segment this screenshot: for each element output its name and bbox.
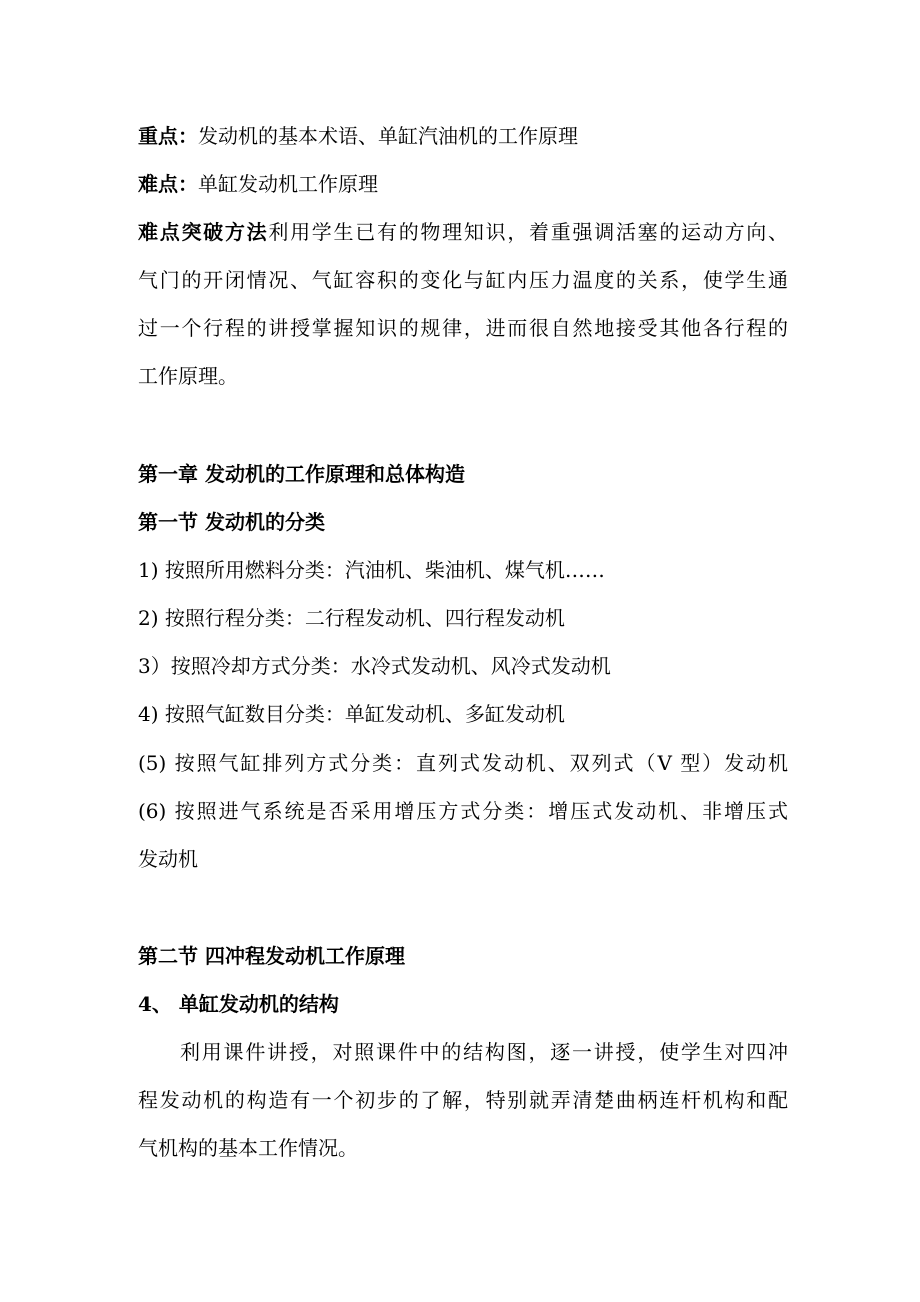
classification-item-5: (5) 按照气缸排列方式分类：直列式发动机、双列式（V 型）发动机 xyxy=(138,751,788,775)
classification-item-6-continued: 发动机 xyxy=(138,847,198,871)
key-points-text: 发动机的基本术语、单缸汽油机的工作原理 xyxy=(198,124,578,148)
difficult-points-text: 单缸发动机工作原理 xyxy=(198,172,378,196)
key-points-label: 重点： xyxy=(138,124,198,148)
classification-item-1: 1) 按照所用燃料分类：汽油机、柴油机、煤气机…… xyxy=(138,558,605,582)
structure-paragraph-line-1: 利用课件讲授，对照课件中的结构图，逐一讲授，使学生对四冲 xyxy=(180,1040,788,1064)
breakthrough-line-1 xyxy=(138,218,788,246)
breakthrough-line-4: 工作原理。 xyxy=(138,364,238,388)
classification-item-4: 4) 按照气缸数目分类：单缸发动机、多缸发动机 xyxy=(138,702,565,726)
section-2-subheading: 4、 单缸发动机的结构 xyxy=(138,992,339,1016)
classification-item-6: (6) 按照进气系统是否采用增压方式分类：增压式发动机、非增压式 xyxy=(138,799,788,823)
difficult-points-line xyxy=(138,170,788,198)
breakthrough-text-1: 利用学生已有的物理知识，着重强调活塞的运动方向、 xyxy=(268,220,789,244)
key-points-line xyxy=(138,122,788,150)
chapter-1-title: 第一章 发动机的工作原理和总体构造 xyxy=(138,462,465,486)
difficult-points-label: 难点： xyxy=(138,172,198,196)
breakthrough-line-2: 气门的开闭情况、气缸容积的变化与缸内压力温度的关系，使学生通 xyxy=(138,268,788,292)
classification-item-2: 2) 按照行程分类：二行程发动机、四行程发动机 xyxy=(138,606,565,630)
structure-paragraph-line-2: 程发动机的构造有一个初步的了解，特别就弄清楚曲柄连杆机构和配 xyxy=(138,1088,788,1112)
breakthrough-line-3: 过一个行程的讲授掌握知识的规律，进而很自然地接受其他各行程的 xyxy=(138,316,788,340)
section-2-title: 第二节 四冲程发动机工作原理 xyxy=(138,944,405,968)
section-1-title: 第一节 发动机的分类 xyxy=(138,510,325,534)
breakthrough-label: 难点突破方法 xyxy=(138,220,269,244)
classification-item-3: 3）按照冷却方式分类：水冷式发动机、风冷式发动机 xyxy=(138,654,611,678)
structure-paragraph-line-3: 气机构的基本工作情况。 xyxy=(138,1136,358,1160)
